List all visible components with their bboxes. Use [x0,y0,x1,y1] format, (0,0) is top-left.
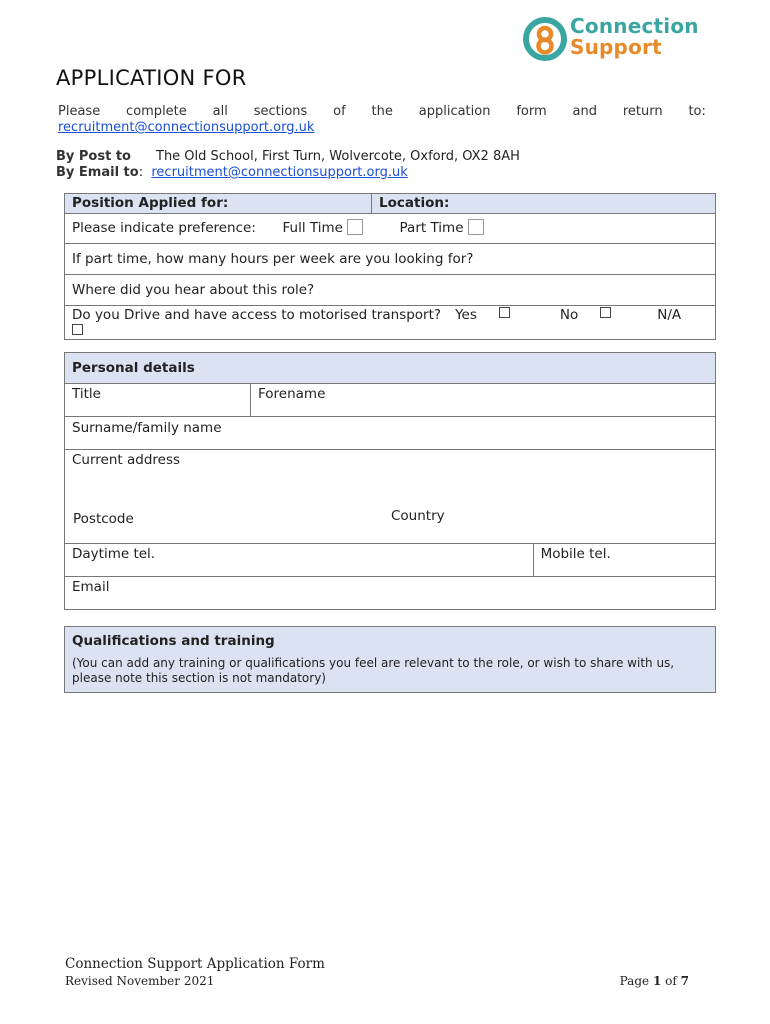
position-table [64,193,716,340]
location-cell[interactable] [372,194,716,214]
intro-word: the [371,104,393,119]
surname-label: Surname/family name [72,420,222,436]
position-applied-cell[interactable] [65,194,372,214]
mobile-tel-field[interactable] [533,544,715,577]
intro-word: sections [253,104,308,119]
logo-text-line1: Connection [570,14,699,38]
intro-line [58,104,706,120]
intro-word: form [516,104,547,119]
hear-row[interactable] [65,275,716,306]
post-label: By Post to [56,149,131,164]
logo-icon [522,16,568,62]
intro-word: of [333,104,346,119]
footer-form-name: Connection Support Application Form [65,956,325,972]
intro-word: and [572,104,597,119]
drive-no-label: No [559,307,579,323]
mobile-tel-label: Mobile tel. [540,546,611,562]
country-label: Country [391,508,445,524]
drive-row [65,306,716,340]
intro-word: application [418,104,491,119]
position-applied-label: Position Applied for: [72,195,229,211]
page-number: Page 1 of 7 [619,974,689,988]
qualifications-header: Qualifications and training [72,633,275,649]
preference-row [65,214,716,244]
location-label: Location: [379,195,450,211]
drive-question: Do you Drive and have access to motorised transport? [72,307,442,323]
intro-word: return [622,104,663,119]
drive-na-label: N/A [657,307,682,323]
drive-yes-label: Yes [455,307,477,323]
drive-yes-checkbox[interactable] [499,307,510,318]
forename-field[interactable] [251,384,716,417]
daytime-tel-label: Daytime tel. [72,546,156,562]
qualifications-table [64,626,716,693]
logo-text-line2: Support [570,35,662,59]
address-field[interactable] [65,450,716,544]
surname-field[interactable] [65,417,716,450]
daytime-tel-field[interactable] [65,544,534,577]
intro-word: complete [126,104,187,119]
intro-word: all [212,104,228,119]
email-field[interactable] [65,577,716,610]
intro-word: Please [58,104,101,119]
part-time-label: Part Time [399,220,464,236]
intro-paragraph [58,104,706,136]
drive-no-checkbox[interactable] [600,307,611,318]
intro-email-link[interactable]: recruitment@connectionsupport.org.uk [58,120,315,135]
post-address: The Old School, First Turn, Wolvercote, Oxford, OX2 8AH [156,149,520,164]
qualifications-note: (You can add any training or qualifications you feel are relevant to the role, or wish to share with us, please note this section is not mandatory) [72,656,675,685]
full-time-checkbox[interactable] [347,219,363,235]
page-title: APPLICATION FOR [56,66,247,90]
contact-email-link[interactable]: recruitment@connectionsupport.org.uk [151,165,408,180]
title-label: Title [72,386,101,402]
title-field[interactable] [65,384,251,417]
personal-details-header: Personal details [65,353,716,384]
email-label: By Email to [56,165,139,180]
intro-word: to: [688,104,706,119]
full-time-label: Full Time [282,220,343,236]
hear-question: Where did you hear about this role? [72,282,315,298]
forename-label: Forename [258,386,326,402]
email-field-label: Email [72,579,110,595]
contact-details [56,149,520,181]
postcode-label: Postcode [73,511,134,527]
qualifications-section [65,627,716,693]
email-label-sep: : [138,165,144,180]
address-label: Current address [72,452,181,468]
preference-label: Please indicate preference: [72,220,256,236]
connection-support-logo [522,14,712,64]
page-footer [65,956,689,988]
hours-row[interactable] [65,244,716,275]
drive-na-checkbox[interactable] [72,324,83,335]
hours-question: If part time, how many hours per week are you looking for? [72,251,474,267]
part-time-checkbox[interactable] [468,219,484,235]
personal-details-table [64,352,716,610]
footer-revised: Revised November 2021 [65,974,215,988]
